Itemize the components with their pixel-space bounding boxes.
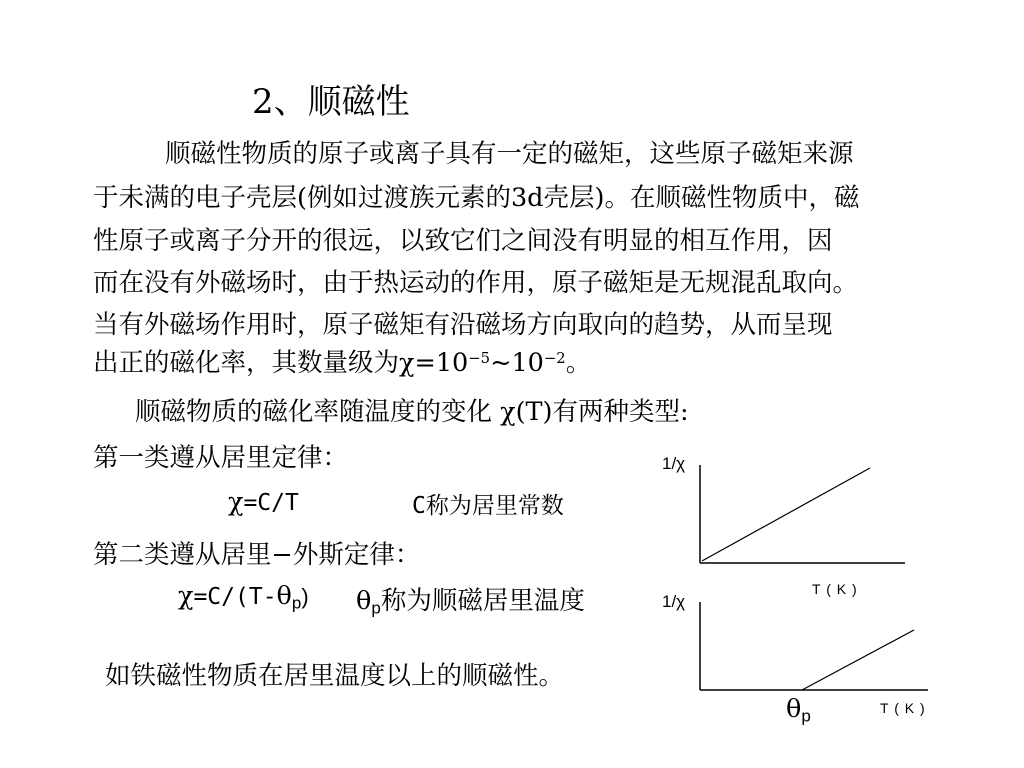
type2-heading: 第二类遵从居里−外斯定律： — [93, 540, 421, 570]
curie-law-graph — [690, 455, 910, 570]
curie-formula-rest: =C/T — [243, 490, 299, 516]
curie-constant-note — [412, 487, 564, 520]
curie-formula — [228, 487, 299, 517]
curie-constant-note-text: C称为居里常数 — [412, 493, 564, 519]
paragraph-line: 当有外磁场作用时，原子磁矩有沿磁场方向取向的趋势，从而呈现 — [93, 310, 833, 340]
curie-weiss-formula-mid: =C/(T- — [193, 584, 277, 610]
paragraph-line: 性原子或离子分开的很远，以致它们之间没有明显的相互作用，因 — [93, 226, 833, 256]
graph1-line — [702, 468, 870, 561]
paragraph-line: 于未满的电子壳层(例如过渡族元素的3d壳层)。在顺磁性物质中，磁 — [93, 183, 860, 213]
graph2-line — [802, 630, 914, 690]
graph1-xlabel: T ( K ) — [812, 581, 858, 597]
magnitude-end: 。 — [565, 348, 592, 378]
magnitude-exp-high: −2 — [543, 349, 566, 367]
example-note: 如铁磁性物质在居里温度以上的顺磁性。 — [105, 661, 565, 691]
paramagnetic-curie-note — [356, 581, 585, 618]
types-intro — [135, 392, 689, 428]
graph2-theta-label — [786, 694, 811, 726]
theta-subscript: p — [801, 706, 811, 726]
magnitude-eq: =10 — [414, 348, 469, 378]
theta-subscript: p — [371, 598, 381, 618]
graph1-ylabel: 1/χ — [662, 454, 686, 473]
theta-symbol: θ — [786, 694, 802, 724]
paramagnetic-curie-note-text: 称为顺磁居里温度 — [380, 586, 585, 616]
graph2-xlabel: T ( K ) — [880, 700, 926, 716]
paragraph-line — [93, 343, 591, 379]
chi-symbol: χ — [399, 348, 415, 378]
types-intro-text: 顺磁物质的磁化率随温度的变化 — [135, 397, 501, 427]
curie-weiss-graph — [690, 594, 940, 694]
magnitude-exp-low: −5 — [468, 349, 491, 367]
chi-symbol: χ — [178, 581, 194, 611]
formula-close-paren: ) — [301, 584, 309, 609]
graph2-ylabel: 1/χ — [662, 592, 686, 611]
magnitude-tilde: ~10 — [490, 348, 544, 378]
curie-weiss-formula — [178, 581, 309, 613]
page-title: 2、顺磁性 — [252, 82, 410, 122]
type1-heading: 第一类遵从居里定律： — [93, 443, 349, 473]
types-intro-tail: (T)有两种类型: — [515, 397, 689, 427]
paragraph-line-text: 出正的磁化率，其数量级为 — [93, 348, 400, 378]
chi-symbol: χ — [228, 487, 244, 517]
paragraph-line: 而在没有外磁场时，由于热运动的作用，原子磁矩是无规混乱取向。 — [93, 268, 859, 298]
theta-symbol: θ — [276, 581, 292, 611]
theta-symbol: θ — [356, 586, 372, 616]
theta-subscript: p — [291, 593, 302, 613]
paragraph-line: 顺磁性物质的原子或离子具有一定的磁矩，这些原子磁矩来源 — [165, 139, 854, 169]
chi-symbol: χ — [500, 397, 516, 427]
